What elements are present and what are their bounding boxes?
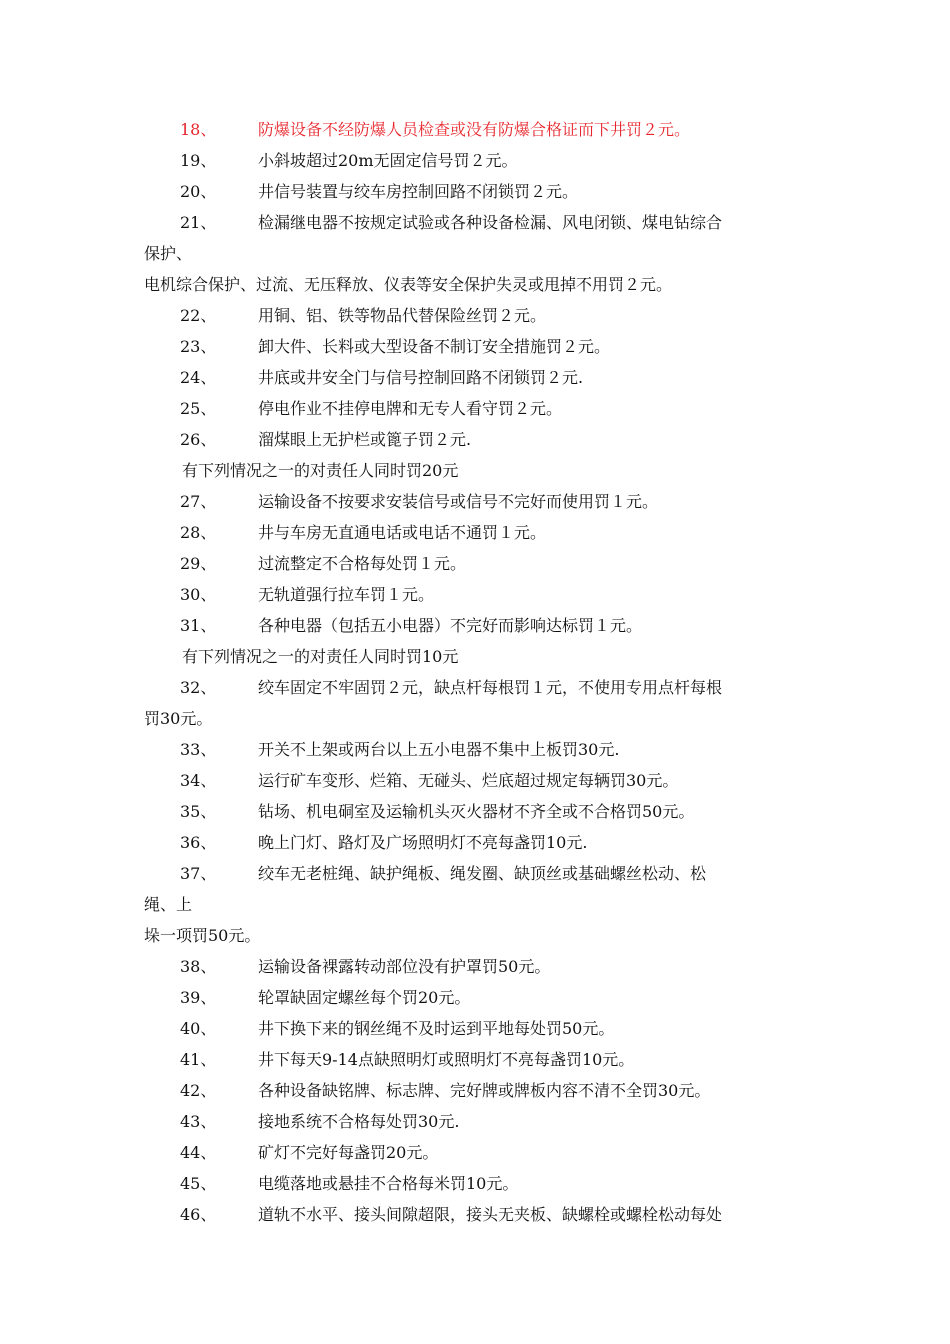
continuation-line xyxy=(144,703,824,734)
item-number: 37、 xyxy=(180,864,217,883)
list-item xyxy=(144,486,824,517)
section-heading-text: 有下列情况之一的对责任人同时罚20元 xyxy=(182,461,459,480)
list-item xyxy=(144,982,824,1013)
list-item xyxy=(144,734,824,765)
item-text: 停电作业不挂停电牌和无专人看守罚２元。 xyxy=(258,399,563,418)
item-number: 26、 xyxy=(180,430,217,449)
list-item xyxy=(144,207,824,238)
list-item xyxy=(144,796,824,827)
item-number: 29、 xyxy=(180,554,217,573)
item-text: 井底或井安全门与信号控制回路不闭锁罚２元. xyxy=(258,368,584,387)
item-text: 接地系统不合格每处罚30元. xyxy=(258,1112,460,1131)
item-text: 轮罩缺固定螺丝每个罚20元。 xyxy=(258,988,471,1007)
item-text: 电缆落地或悬挂不合格每米罚10元。 xyxy=(258,1174,519,1193)
continuation-line xyxy=(144,269,824,300)
item-number: 31、 xyxy=(180,616,217,635)
item-text: 用铜、铝、铁等物品代替保险丝罚２元。 xyxy=(258,306,547,325)
item-text: 各种电器（包括五小电器）不完好而影响达标罚１元。 xyxy=(258,616,643,635)
item-text: 绞车无老桩绳、缺护绳板、绳发圈、缺顶丝或基础螺丝松动、松 xyxy=(258,864,707,883)
list-item xyxy=(144,393,824,424)
item-text: 溜煤眼上无护栏或篦子罚２元. xyxy=(258,430,472,449)
list-item xyxy=(144,424,824,455)
item-number: 21、 xyxy=(180,213,217,232)
list-item xyxy=(144,1106,824,1137)
item-number: 20、 xyxy=(180,182,217,201)
list-item xyxy=(144,1075,824,1106)
list-item xyxy=(144,362,824,393)
item-number: 30、 xyxy=(180,585,217,604)
section-heading xyxy=(144,641,824,672)
item-text: 矿灯不完好每盏罚20元。 xyxy=(258,1143,439,1162)
item-text: 开关不上架或两台以上五小电器不集中上板罚30元. xyxy=(258,740,620,759)
section-heading-text: 有下列情况之一的对责任人同时罚10元 xyxy=(182,647,459,666)
item-text: 无轨道强行拉车罚１元。 xyxy=(258,585,435,604)
item-number: 27、 xyxy=(180,492,217,511)
item-text: 过流整定不合格每处罚１元。 xyxy=(258,554,467,573)
list-item xyxy=(144,827,824,858)
item-text: 垛一项罚50元。 xyxy=(144,926,261,945)
item-text: 各种设备缺铭牌、标志牌、完好牌或牌板内容不清不全罚30元。 xyxy=(258,1081,711,1100)
item-text: 运行矿车变形、烂箱、无碰头、烂底超过规定每辆罚30元。 xyxy=(258,771,679,790)
item-text: 电机综合保护、过流、无压释放、仪表等安全保护失灵或甩掉不用罚２元。 xyxy=(144,275,673,294)
item-number: 32、 xyxy=(180,678,217,697)
list-item xyxy=(144,672,824,703)
item-number: 42、 xyxy=(180,1081,217,1100)
item-text: 道轨不水平、接头间隙超限，接头无夹板、缺螺栓或螺栓松动每处 xyxy=(258,1205,723,1224)
list-item xyxy=(144,951,824,982)
list-item xyxy=(144,1044,824,1075)
item-text: 晚上门灯、路灯及广场照明灯不亮每盏罚10元. xyxy=(258,833,588,852)
item-text: 井下换下来的钢丝绳不及时运到平地每处罚50元。 xyxy=(258,1019,615,1038)
item-text: 井下每天9-14点缺照明灯或照明灯不亮每盏罚10元。 xyxy=(258,1050,635,1069)
item-number: 33、 xyxy=(180,740,217,759)
item-number: 28、 xyxy=(180,523,217,542)
item-text: 保护、 xyxy=(144,244,193,263)
item-text: 井信号装置与绞车房控制回路不闭锁罚２元。 xyxy=(258,182,579,201)
item-text: 井与车房无直通电话或电话不通罚１元。 xyxy=(258,523,547,542)
item-number: 35、 xyxy=(180,802,217,821)
list-item xyxy=(144,145,824,176)
item-number: 34、 xyxy=(180,771,217,790)
section-heading xyxy=(144,455,824,486)
item-text: 运输设备不按要求安装信号或信号不完好而使用罚１元。 xyxy=(258,492,659,511)
list-item xyxy=(144,1137,824,1168)
list-item xyxy=(144,1168,824,1199)
item-text: 绞车固定不牢固罚２元，缺点杆每根罚１元，不使用专用点杆每根 xyxy=(258,678,723,697)
item-text: 卸大件、长料或大型设备不制订安全措施罚２元。 xyxy=(258,337,611,356)
list-item xyxy=(144,1199,824,1230)
item-number: 22、 xyxy=(180,306,217,325)
list-item xyxy=(144,331,824,362)
item-text: 防爆设备不经防爆人员检查或没有防爆合格证而下井罚２元。 xyxy=(258,120,691,139)
item-number: 39、 xyxy=(180,988,217,1007)
list-item xyxy=(144,114,824,145)
item-number: 46、 xyxy=(180,1205,217,1224)
continuation-line xyxy=(144,238,824,269)
item-number: 24、 xyxy=(180,368,217,387)
item-number: 36、 xyxy=(180,833,217,852)
item-text: 绳、上 xyxy=(144,895,193,914)
list-item xyxy=(144,176,824,207)
item-number: 25、 xyxy=(180,399,217,418)
list-item xyxy=(144,1013,824,1044)
item-text: 小斜坡超过20m无固定信号罚２元。 xyxy=(258,151,518,170)
item-text: 检漏继电器不按规定试验或各种设备检漏、风电闭锁、煤电钻综合 xyxy=(258,213,723,232)
list-item xyxy=(144,610,824,641)
continuation-line xyxy=(144,920,824,951)
continuation-line xyxy=(144,889,824,920)
list-item xyxy=(144,579,824,610)
item-number: 40、 xyxy=(180,1019,217,1038)
item-number: 23、 xyxy=(180,337,217,356)
item-text: 运输设备裸露转动部位没有护罩罚50元。 xyxy=(258,957,551,976)
item-number: 43、 xyxy=(180,1112,217,1131)
document-body xyxy=(144,114,824,1230)
item-number: 45、 xyxy=(180,1174,217,1193)
list-item xyxy=(144,517,824,548)
item-text: 钻场、机电硐室及运输机头灭火器材不齐全或不合格罚50元。 xyxy=(258,802,695,821)
list-item xyxy=(144,765,824,796)
item-number: 44、 xyxy=(180,1143,217,1162)
item-text: 罚30元。 xyxy=(144,709,213,728)
item-number: 19、 xyxy=(180,151,217,170)
list-item xyxy=(144,300,824,331)
list-item xyxy=(144,548,824,579)
list-item xyxy=(144,858,824,889)
item-number: 41、 xyxy=(180,1050,217,1069)
item-number: 18、 xyxy=(180,120,217,139)
item-number: 38、 xyxy=(180,957,217,976)
